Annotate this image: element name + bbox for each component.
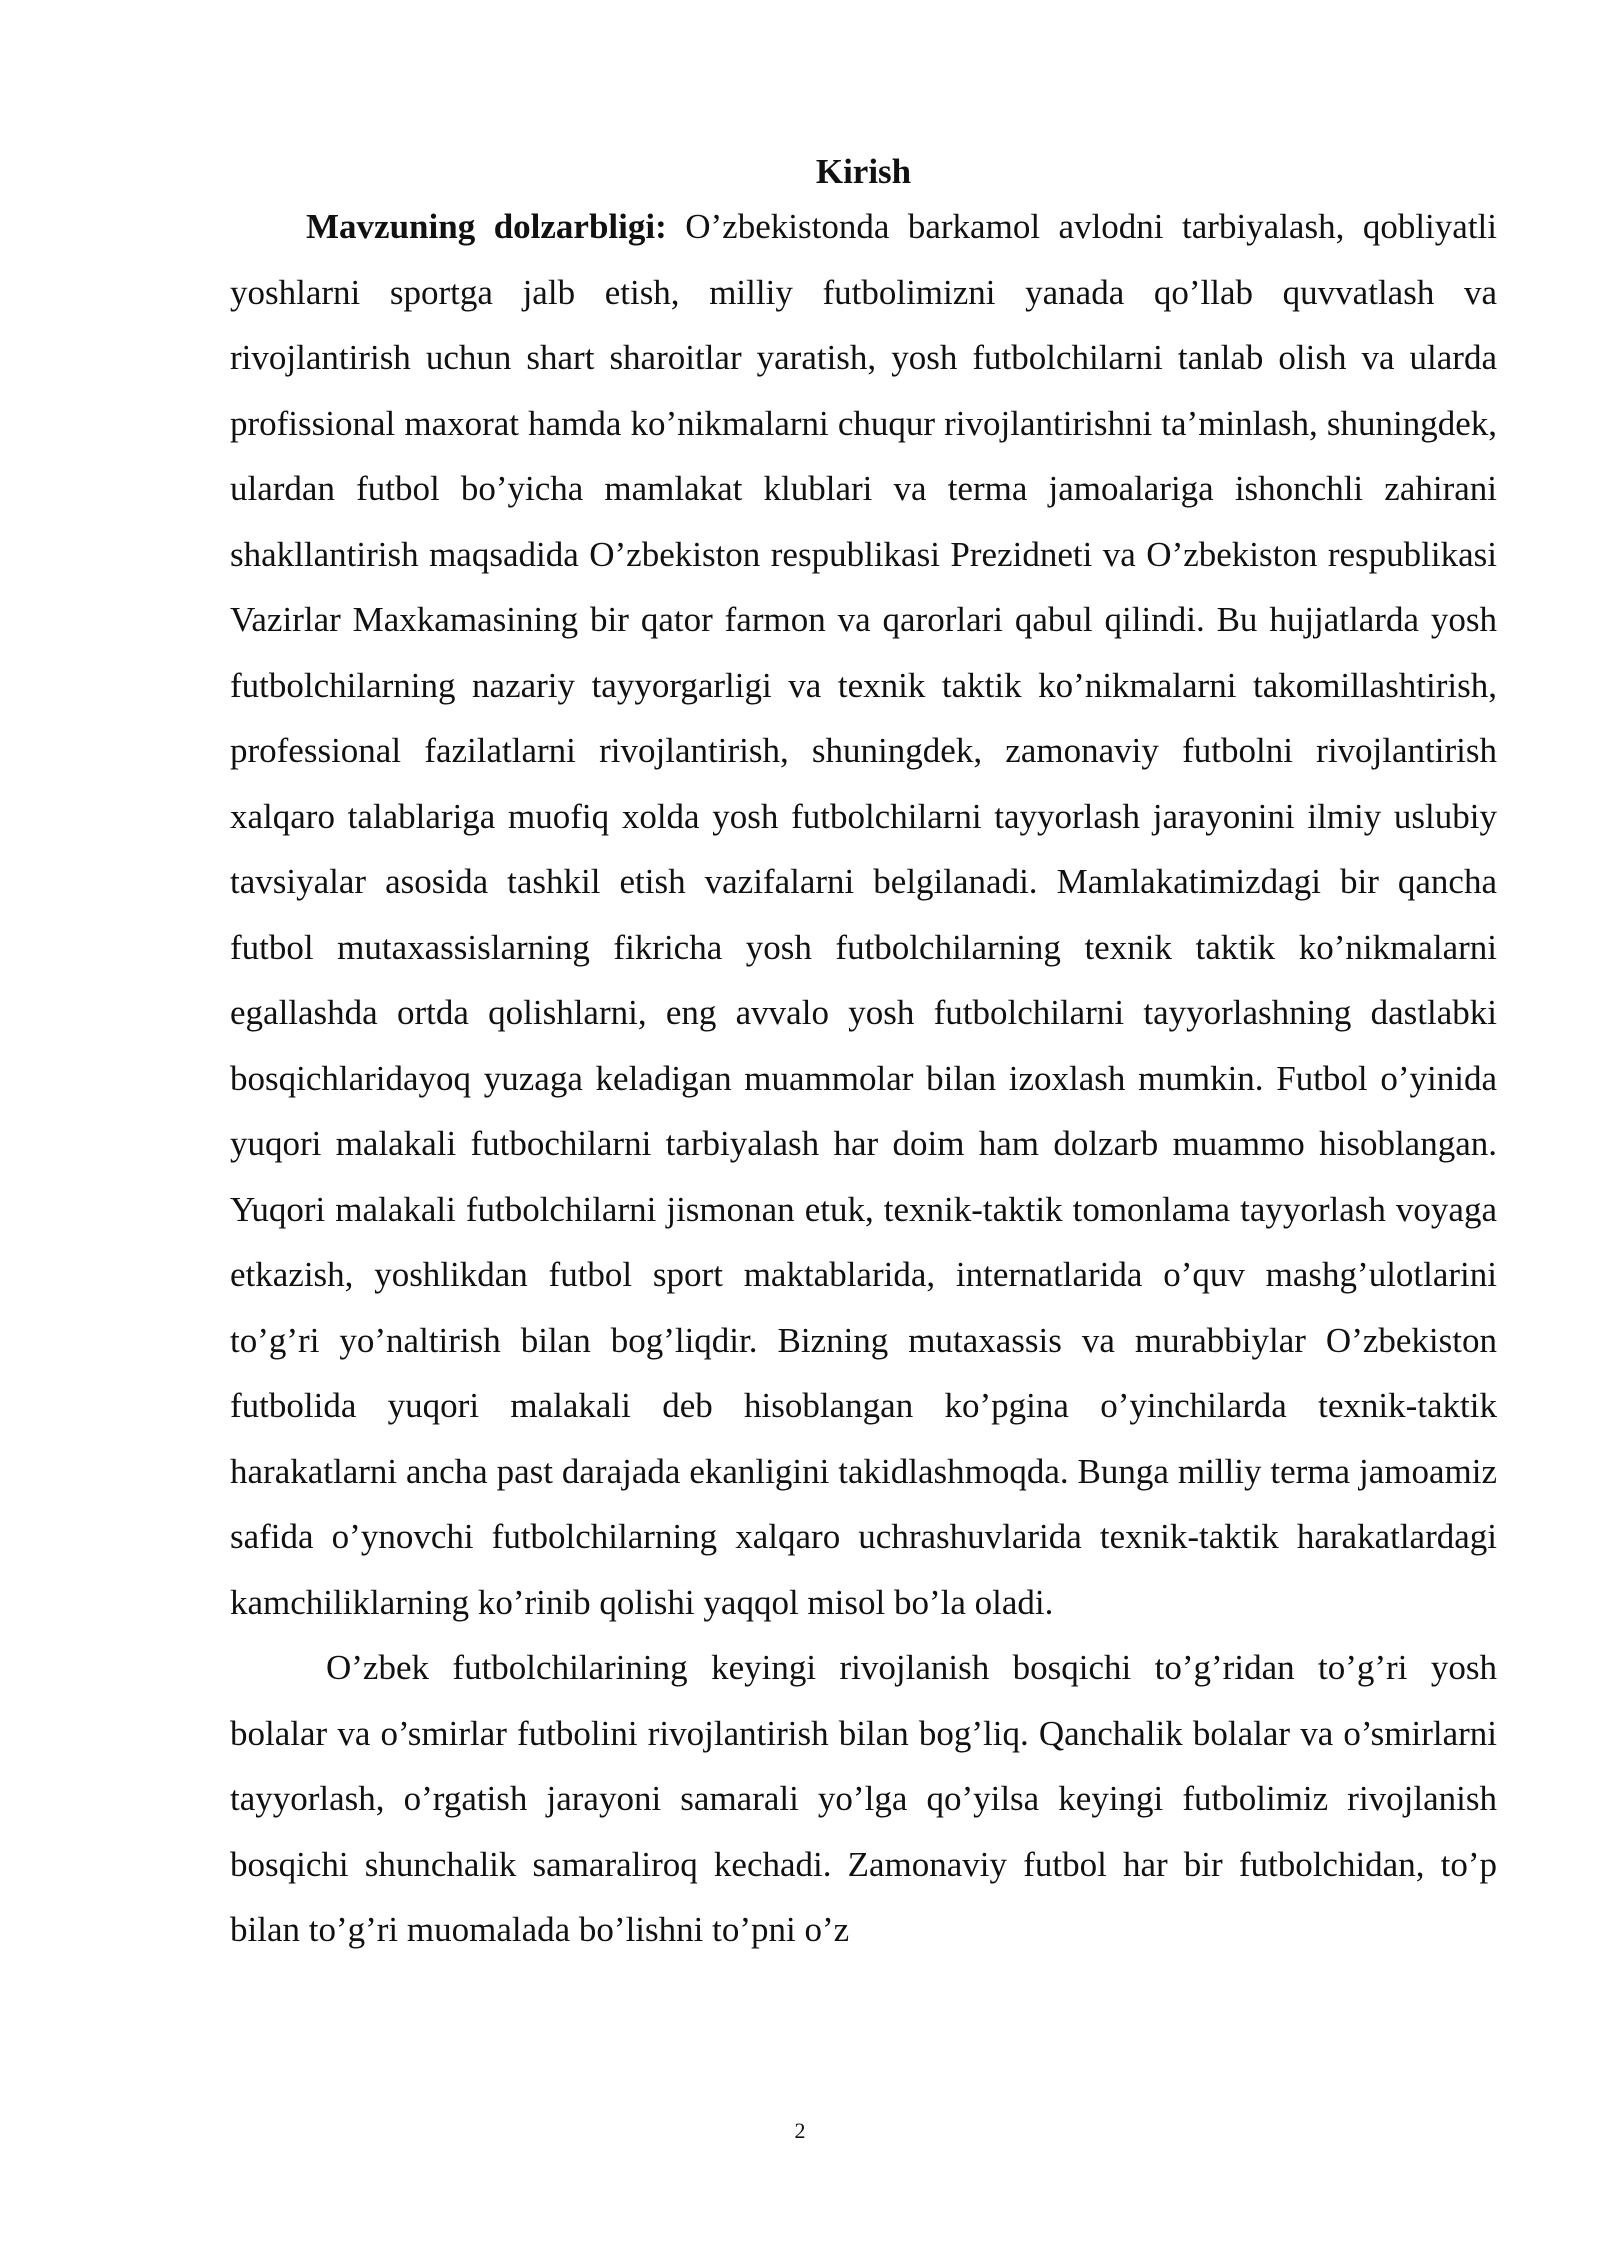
document-page — [230, 150, 1497, 1963]
paragraph-body: O’zbekistonda barkamol avlodni tarbiyalash, qobliyatli yoshlarni sportga jalb etish, milliy futbolimizni yanada qo’llab quvvatlash va rivojlantirish uchun shart sharoitlar yaratish, yosh futbolchilarni tanlab olish va ularda profissional maxorat hamda ko’nikmalarni chuqur rivojlantirishni ta’minlash, shuningdek, ulardan futbol bo’yicha mamlakat klublari va terma jamoalariga ishonchli zahirani shakllantirish maqsadida O’zbekiston respublikasi Prezidneti va O’zbekiston respublikasi Vazirlar Maxkamasining bir qator farmon va qarorlari qabul qilindi. Bu hujjatlarda yosh futbolchilarning nazariy tayyorgarligi va texnik taktik ko’nikmalarni takomillashtirish, professional fazilatlarni rivojlantirish, shuningdek, zamonaviy futbolni rivojlantirish xalqaro talablariga muofiq xolda yosh futbolchilarni tayyorlash jarayonini ilmiy uslubiy tavsiyalar asosida tashkil etish vazifalarni belgilanadi. Mamlakatimizdagi bir qancha futbol mutaxassislarning fikricha yosh futbolchilarning texnik taktik ko’nikmalarni egallashda ortda qolishlarni, eng avvalo yosh futbolchilarni tayyorlashning dastlabki bosqichlaridayoq yuzaga keladigan muammolar bilan izoxlash mumkin. Futbol o’yinida yuqori malakali futbochilarni tarbiyalash har doim ham dolzarb muammo hisoblangan. Yuqori malakali futbolchilarni jismonan etuk, texnik-taktik tomonlama tayyorlash voyaga etkazish, yoshlikdan futbol sport maktablarida, internatlarida o’quv mashg’ulotlarini to’g’ri yo’naltirish bilan bog’liqdir. Bizning mutaxassis va murabbiylar O’zbekiston futbolida yuqori malakali deb hisoblangan ko’pgina o’yinchilarda texnik-taktik harakatlarni ancha past darajada ekanligini takidlashmoqda. Bunga milliy terma jamoamiz safida o’ynovchi futbolchilarning xalqaro uchrashuvlarida texnik-taktik harakatlardagi kamchiliklarning ko’rinib qolishi yaqqol misol bo’la oladi. — [230, 207, 1497, 1622]
paragraph-relevance — [230, 194, 1497, 1635]
paragraph-development: O’zbek futbolchilarining keyingi rivojlanish bosqichi to’g’ridan to’g’ri yosh bolalar va o’smirlar futbolini rivojlantirish bilan bog’liq. Qanchalik bolalar va o’smirlarni tayyorlash, o’rgatish jarayoni samarali yo’lga qo’yilsa keyingi futbolimiz rivojlanish bosqichi shunchalik samaraliroq kechadi. Zamonaviy futbol har bir futbolchidan, to’p bilan to’g’ri muomalada bo’lishni to’pni o’z — [230, 1648, 1497, 1949]
section-heading: Kirish — [815, 152, 912, 191]
page-number: 2 — [794, 2118, 806, 2143]
paragraph-lead: Mavzuning dolzarbligi: — [306, 207, 667, 246]
